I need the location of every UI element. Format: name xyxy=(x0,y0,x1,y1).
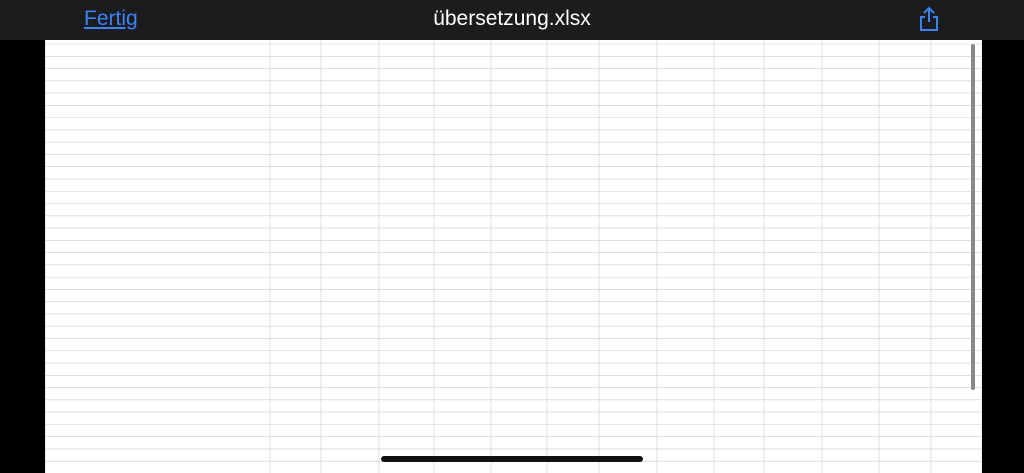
value-cell[interactable] xyxy=(270,338,319,350)
value-cell[interactable] xyxy=(434,424,489,436)
value-cell[interactable] xyxy=(379,179,432,191)
value-cell[interactable] xyxy=(547,118,597,130)
value-cell[interactable] xyxy=(434,277,489,289)
value-cell[interactable] xyxy=(879,81,929,93)
value-cell[interactable] xyxy=(434,191,489,203)
value-cell[interactable] xyxy=(879,363,929,375)
value-cell[interactable] xyxy=(321,363,377,375)
value-cell[interactable] xyxy=(764,179,820,191)
value-cell[interactable] xyxy=(321,81,377,93)
value-cell[interactable] xyxy=(321,351,377,363)
value-cell[interactable] xyxy=(714,363,762,375)
gear-header[interactable] xyxy=(822,240,877,252)
done-button[interactable]: Fertig xyxy=(84,7,138,30)
value-cell[interactable] xyxy=(491,253,545,265)
value-cell[interactable] xyxy=(879,338,929,350)
value-cell[interactable] xyxy=(491,179,545,191)
value-cell[interactable] xyxy=(434,289,489,301)
value-cell[interactable] xyxy=(434,118,489,130)
value-cell[interactable] xyxy=(714,167,762,179)
value-cell[interactable] xyxy=(270,118,319,130)
value-cell[interactable] xyxy=(321,424,377,436)
spreadsheet-view[interactable] xyxy=(45,40,982,473)
value-cell[interactable] xyxy=(379,93,432,105)
value-cell[interactable] xyxy=(270,351,319,363)
value-cell[interactable] xyxy=(547,179,597,191)
value-cell[interactable] xyxy=(822,289,877,301)
gear-header[interactable] xyxy=(764,240,820,252)
value-cell[interactable] xyxy=(434,93,489,105)
value-cell[interactable] xyxy=(379,461,432,473)
value-cell[interactable] xyxy=(379,118,432,130)
value-cell[interactable] xyxy=(822,179,877,191)
gear-header[interactable] xyxy=(434,412,489,424)
value-cell[interactable] xyxy=(321,314,377,326)
value-cell[interactable] xyxy=(547,289,597,301)
value-cell[interactable] xyxy=(321,461,377,473)
value-cell[interactable] xyxy=(270,179,319,191)
value-cell[interactable] xyxy=(822,81,877,93)
value-cell[interactable] xyxy=(822,191,877,203)
value-cell[interactable] xyxy=(547,351,597,363)
value-cell[interactable] xyxy=(764,363,820,375)
value-cell[interactable] xyxy=(379,130,432,142)
value-cell[interactable] xyxy=(764,338,820,350)
value-cell[interactable] xyxy=(547,167,597,179)
gear-header[interactable] xyxy=(547,412,597,424)
vertical-scrollbar[interactable] xyxy=(971,44,975,390)
value-cell[interactable] xyxy=(321,338,377,350)
value-cell[interactable] xyxy=(491,167,545,179)
gear-header[interactable] xyxy=(321,69,377,81)
value-cell[interactable] xyxy=(764,289,820,301)
gear-header[interactable] xyxy=(270,412,319,424)
value-cell[interactable] xyxy=(764,167,820,179)
value-cell[interactable] xyxy=(879,179,929,191)
value-cell[interactable] xyxy=(764,351,820,363)
value-cell[interactable] xyxy=(879,167,929,179)
value-cell[interactable] xyxy=(657,118,712,130)
gear-header[interactable] xyxy=(321,412,377,424)
value-cell[interactable] xyxy=(491,289,545,301)
gear-header[interactable] xyxy=(491,412,545,424)
value-cell[interactable] xyxy=(434,363,489,375)
value-cell[interactable] xyxy=(714,118,762,130)
value-cell[interactable] xyxy=(879,289,929,301)
value-cell[interactable] xyxy=(879,351,929,363)
value-cell[interactable] xyxy=(491,338,545,350)
value-cell[interactable] xyxy=(270,253,319,265)
value-cell[interactable] xyxy=(657,81,712,93)
value-cell[interactable] xyxy=(491,351,545,363)
value-cell[interactable] xyxy=(822,363,877,375)
gear-header[interactable] xyxy=(714,240,762,252)
value-cell[interactable] xyxy=(764,81,820,93)
value-cell[interactable] xyxy=(321,167,377,179)
gear-header[interactable] xyxy=(657,240,712,252)
gear-header[interactable] xyxy=(879,240,929,252)
value-cell[interactable] xyxy=(822,253,877,265)
value-cell[interactable] xyxy=(547,338,597,350)
value-cell[interactable] xyxy=(379,191,432,203)
value-cell[interactable] xyxy=(270,167,319,179)
value-cell[interactable] xyxy=(321,179,377,191)
value-cell[interactable] xyxy=(379,253,432,265)
value-cell[interactable] xyxy=(714,81,762,93)
value-cell[interactable] xyxy=(321,118,377,130)
gear-header[interactable] xyxy=(657,69,712,81)
value-cell[interactable] xyxy=(321,253,377,265)
value-cell[interactable] xyxy=(491,461,545,473)
value-cell[interactable] xyxy=(491,363,545,375)
gear-header[interactable] xyxy=(822,69,877,81)
value-cell[interactable] xyxy=(657,179,712,191)
value-cell[interactable] xyxy=(714,253,762,265)
value-cell[interactable] xyxy=(270,424,319,436)
value-cell[interactable] xyxy=(822,351,877,363)
home-indicator[interactable] xyxy=(381,456,643,462)
value-cell[interactable] xyxy=(379,81,432,93)
value-cell[interactable] xyxy=(714,338,762,350)
value-cell[interactable] xyxy=(379,338,432,350)
value-cell[interactable] xyxy=(547,461,597,473)
gear-header[interactable] xyxy=(434,69,489,81)
gear-header[interactable] xyxy=(270,240,319,252)
gear-header[interactable] xyxy=(491,69,545,81)
value-cell[interactable] xyxy=(379,351,432,363)
document-title: übersetzung.xlsx xyxy=(433,7,591,30)
value-cell[interactable] xyxy=(379,363,432,375)
navigation-bar xyxy=(0,0,1024,40)
value-cell[interactable] xyxy=(879,191,929,203)
value-cell[interactable] xyxy=(379,289,432,301)
value-cell[interactable] xyxy=(547,253,597,265)
value-cell[interactable] xyxy=(491,118,545,130)
value-cell[interactable] xyxy=(714,351,762,363)
value-cell[interactable] xyxy=(379,424,432,436)
value-cell[interactable] xyxy=(270,289,319,301)
gear-header[interactable] xyxy=(879,69,929,81)
value-cell[interactable] xyxy=(822,338,877,350)
value-cell[interactable] xyxy=(764,253,820,265)
gear-header[interactable] xyxy=(434,240,489,252)
value-cell[interactable] xyxy=(657,289,712,301)
value-cell[interactable] xyxy=(434,253,489,265)
value-cell[interactable] xyxy=(270,81,319,93)
value-cell[interactable] xyxy=(434,338,489,350)
value-cell[interactable] xyxy=(434,179,489,191)
value-cell[interactable] xyxy=(434,81,489,93)
gear-header[interactable] xyxy=(379,240,432,252)
gear-header[interactable] xyxy=(379,412,432,424)
value-cell[interactable] xyxy=(434,461,489,473)
gear-header[interactable] xyxy=(714,69,762,81)
value-cell[interactable] xyxy=(714,179,762,191)
share-icon[interactable] xyxy=(918,6,940,32)
value-cell[interactable] xyxy=(434,167,489,179)
value-cell[interactable] xyxy=(764,191,820,203)
value-cell[interactable] xyxy=(547,424,597,436)
value-cell[interactable] xyxy=(822,118,877,130)
value-cell[interactable] xyxy=(657,351,712,363)
value-cell[interactable] xyxy=(714,191,762,203)
gear-header[interactable] xyxy=(321,240,377,252)
value-cell[interactable] xyxy=(822,167,877,179)
value-cell[interactable] xyxy=(547,81,597,93)
value-cell[interactable] xyxy=(491,424,545,436)
value-cell[interactable] xyxy=(379,167,432,179)
value-cell[interactable] xyxy=(379,277,432,289)
value-cell[interactable] xyxy=(657,167,712,179)
value-cell[interactable] xyxy=(879,253,929,265)
value-cell[interactable] xyxy=(491,191,545,203)
value-cell[interactable] xyxy=(434,351,489,363)
gear-header[interactable] xyxy=(491,240,545,252)
value-cell[interactable] xyxy=(879,118,929,130)
gear-header[interactable] xyxy=(379,69,432,81)
value-cell[interactable] xyxy=(547,191,597,203)
value-cell[interactable] xyxy=(657,253,712,265)
value-cell[interactable] xyxy=(491,81,545,93)
value-cell[interactable] xyxy=(714,289,762,301)
value-cell[interactable] xyxy=(547,363,597,375)
gear-header[interactable] xyxy=(547,240,597,252)
value-cell[interactable] xyxy=(764,118,820,130)
gear-header[interactable] xyxy=(270,69,319,81)
value-cell[interactable] xyxy=(270,461,319,473)
value-cell[interactable] xyxy=(321,289,377,301)
gear-header[interactable] xyxy=(764,69,820,81)
value-cell[interactable] xyxy=(321,191,377,203)
value-cell[interactable] xyxy=(657,338,712,350)
gear-header[interactable] xyxy=(547,69,597,81)
